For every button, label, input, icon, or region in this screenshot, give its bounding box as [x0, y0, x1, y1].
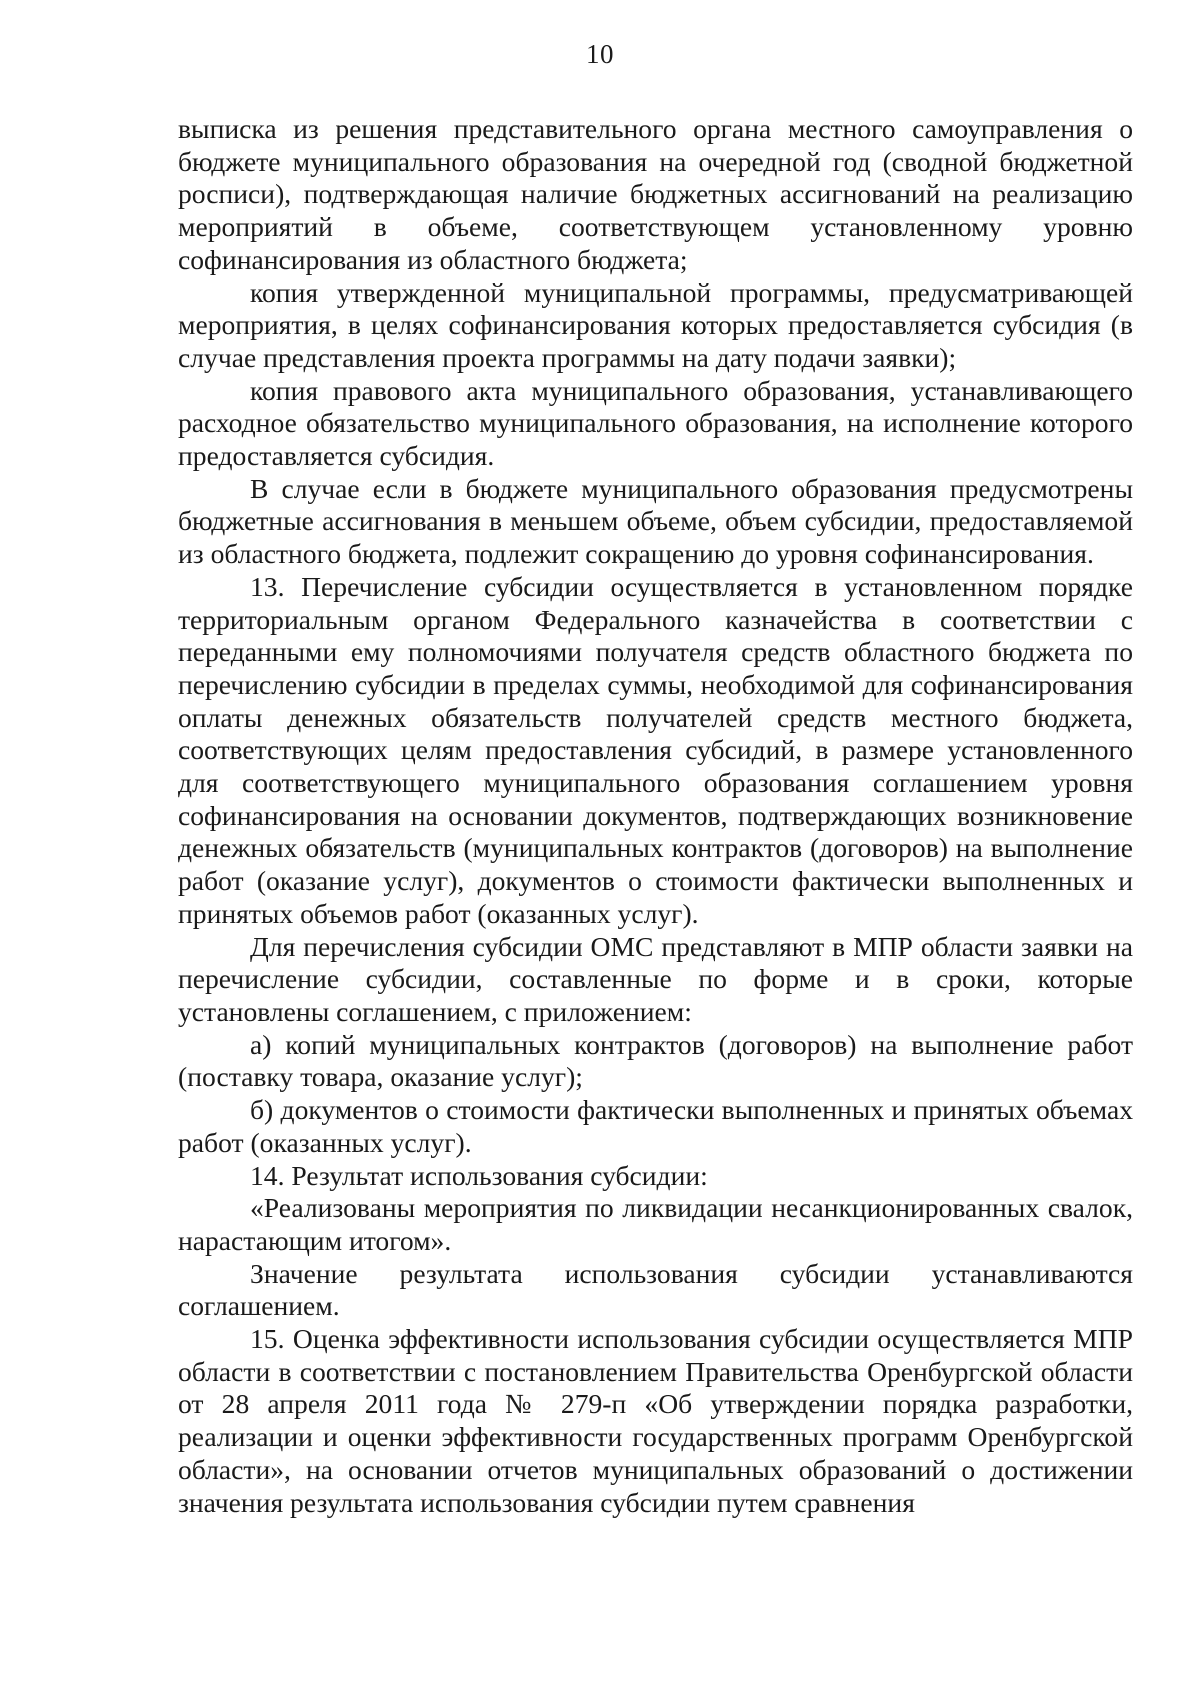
paragraph-result-value: Значение результата использования субсидии устанавливаются соглашением.: [178, 1257, 1133, 1322]
page-number: 10: [586, 39, 614, 69]
paragraph-reduced-allocation: В случае если в бюджете муниципального образования предусмотрены бюджетные ассигнования в меньшем объеме, объем субсидии, предоставляемой из областного бюджета, подлежит сокращению до уровня софинансирования.: [178, 472, 1133, 570]
paragraph-program-copy: копия утвержденной муниципальной программы, предусматривающей мероприятия, в целях софинансирования которых предоставляется субсидия (в случае представления проекта программы на дату подачи заявки);: [178, 276, 1133, 373]
paragraph-budget-extract: выписка из решения представительного органа местного самоуправления о бюджете муниципального образования на очередной год (сводной бюджетной росписи), подтверждающая наличие бюджетных ассигнований на реализацию мероприятий в объеме, соответствующем установленному уровню софинансирования из областного бюджета;: [178, 113, 1133, 275]
document-body: [178, 113, 1133, 1519]
paragraph-section-13: 13. Перечисление субсидии осуществляется в установленном порядке территориальным органом Федерального казначейства в соответствии с переданными ему полномочиями получателя средств областного бюджета по перечислению субсидии в пределах суммы, необходимой для софинансирования оплаты денежных обязательств получателей средств местного бюджета, соответствующих целям предоставления субсидий, в размере установленного для соответствующего муниципального образования соглашением уровня софинансирования на основании документов, подтверждающих возникновение денежных обязательств (муниципальных контрактов (договоров) на выполнение работ (оказание услуг), документов о стоимости фактически выполненных и принятых объемов работ (оказанных услуг).: [178, 570, 1133, 929]
paragraph-section-14: 14. Результат использования субсидии:: [250, 1159, 708, 1191]
paragraph-transfer-requests: Для перечисления субсидии ОМС представляют в МПР области заявки на перечисление субсидии, составленные по форме и в сроки, которые установлены соглашением, с приложением:: [178, 930, 1133, 1027]
paragraph-legal-act-copy: копия правового акта муниципального образования, устанавливающего расходное обязательство муниципального образования, на исполнение которого предоставляется субсидия.: [178, 374, 1133, 472]
paragraph-item-a: а) копий муниципальных контрактов (договоров) на выполнение работ (поставку товара, оказание услуг);: [178, 1028, 1133, 1093]
paragraph-section-15: 15. Оценка эффективности использования субсидии осуществляется МПР области в соответствии с постановлением Правительства Оренбургской области от 28 апреля 2011 года № 279-п «Об утверждении порядка разработки, реализации и оценки эффективности государственных программ Оренбургской области», на основании отчетов муниципальных образований о достижении значения результата использования субсидии путем сравнения: [178, 1323, 1133, 1518]
paragraph-result-quote: «Реализованы мероприятия по ликвидации несанкционированных свалок, нарастающим итогом».: [178, 1192, 1133, 1256]
paragraph-item-b: б) документов о стоимости фактически выполненных и принятых объемах работ (оказанных услуг).: [178, 1094, 1133, 1158]
